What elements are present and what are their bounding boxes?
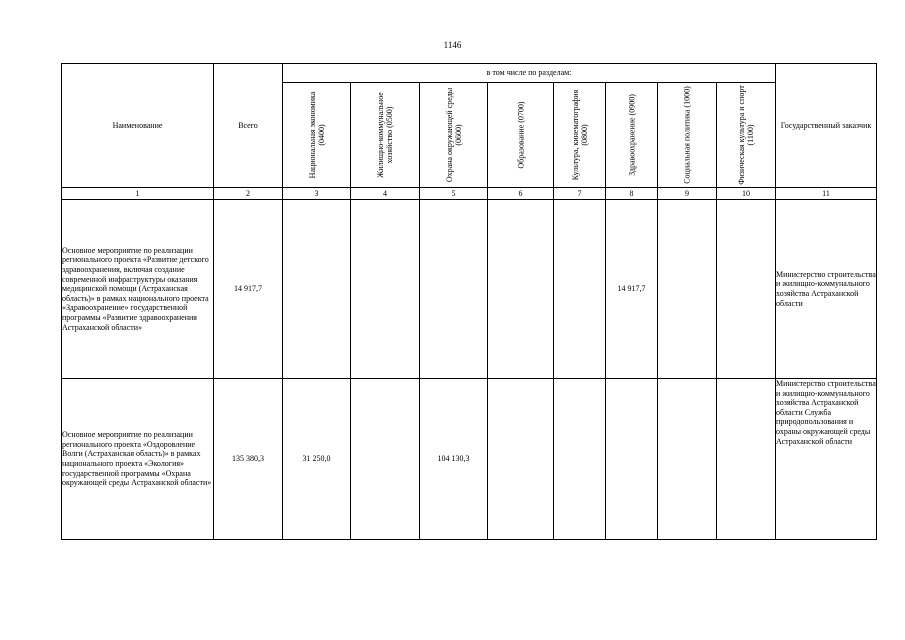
row-value-0700: [488, 379, 554, 540]
header-section-0400: [283, 83, 351, 188]
row-value-0900: 14 917,7: [606, 200, 658, 379]
page-number: 1146: [443, 40, 462, 50]
header-section-label: Здравоохранение (0900): [626, 94, 636, 176]
column-number: 7: [554, 188, 606, 200]
table-row: [62, 200, 877, 379]
row-value-0500: [351, 200, 420, 379]
column-number: 3: [283, 188, 351, 200]
header-total: Всего: [214, 64, 283, 188]
column-number-row: [62, 188, 877, 200]
row-value-1100: [717, 379, 776, 540]
row-value-0500: [351, 379, 420, 540]
column-number: 5: [420, 188, 488, 200]
column-number: 10: [717, 188, 776, 200]
row-total: 135 380,3: [214, 379, 283, 540]
table-row: [62, 379, 877, 540]
header-sections-group: в том числе по разделам:: [283, 64, 776, 83]
row-value-0400: 31 250,0: [283, 379, 351, 540]
header-section-label: Жилищно-коммунальное хозяйство (0500): [375, 92, 394, 178]
column-number: 11: [776, 188, 877, 200]
row-customer: Министерство строительства и жилищно-коммунального хозяйства Астраханской области: [776, 200, 877, 379]
header-section-label: Физическая культура и спорт (1100): [736, 85, 756, 185]
row-name: Основное мероприятие по реализации регионального проекта «Развитие детского здравоохранения, включая создание современной инфраструктуры оказания медицинской помощи (Астраханская область)» в рамках национального проекта «Здравоохранение» государственной программы «Развитие здравоохранения Астраханской области»: [62, 200, 214, 379]
row-value-0400: [283, 200, 351, 379]
row-customer: Министерство строительства и жилищно-коммунального хозяйства Астраханской области Служба природопользования и охраны окружающей среды Астраханской области: [776, 379, 877, 540]
header-section-label: Национальная экономика (0400): [307, 91, 326, 179]
column-number: 6: [488, 188, 554, 200]
row-name: Основное мероприятие по реализации регионального проекта «Оздоровление Волги (Астраханская область)» в рамках национального проекта «Экология» государственной программы «Охрана окружающей среды Астраханской области»: [62, 379, 214, 540]
row-value-0700: [488, 200, 554, 379]
row-value-1100: [717, 200, 776, 379]
header-section-0700: [488, 83, 554, 188]
header-section-label: Социальная политика (1000): [682, 86, 692, 184]
header-section-0500: [351, 83, 420, 188]
row-value-1000: [658, 200, 717, 379]
budget-table: [61, 63, 877, 540]
header-customer: Государственный заказчик: [776, 64, 877, 188]
column-number: 2: [214, 188, 283, 200]
row-value-1000: [658, 379, 717, 540]
row-total: 14 917,7: [214, 200, 283, 379]
row-value-0600: 104 130,3: [420, 379, 488, 540]
header-section-label: Охрана окружающей среды (0600): [444, 87, 463, 183]
column-number: 8: [606, 188, 658, 200]
header-section-label: Культура, кинематография (0800): [570, 89, 589, 181]
header-section-0800: [554, 83, 606, 188]
header-section-1000: [658, 83, 717, 188]
row-value-0800: [554, 200, 606, 379]
row-value-0800: [554, 379, 606, 540]
column-number: 9: [658, 188, 717, 200]
column-number: 1: [62, 188, 214, 200]
row-value-0600: [420, 200, 488, 379]
column-number: 4: [351, 188, 420, 200]
header-section-label: Образование (0700): [515, 101, 525, 169]
header-section-0600: [420, 83, 488, 188]
header-name: Наименование: [62, 64, 214, 188]
header-section-0900: [606, 83, 658, 188]
header-section-1100: [717, 83, 776, 188]
row-value-0900: [606, 379, 658, 540]
